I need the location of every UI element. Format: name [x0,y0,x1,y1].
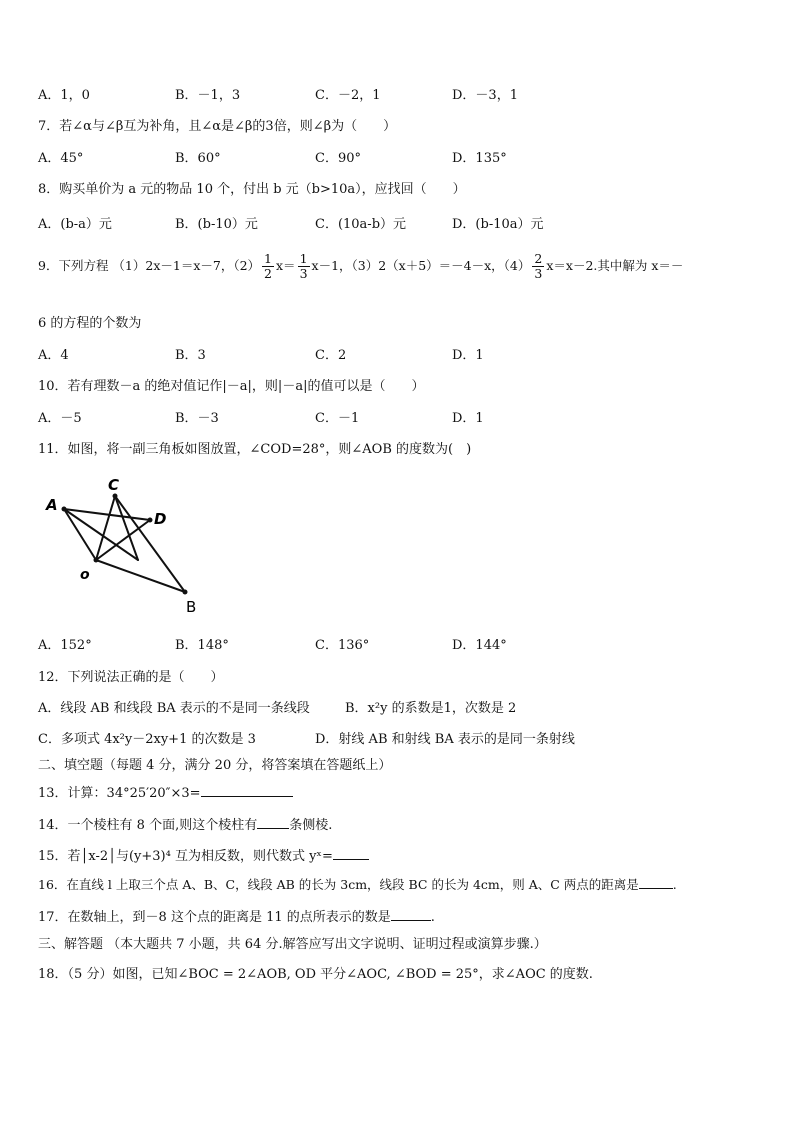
q7-stem: 7．若∠α与∠β互为补角，且∠α是∠β的3倍，则∠β为（ ） [38,119,397,134]
q9-fraction-2-den: 3 [299,266,308,281]
q10-option-c: C．－1 [315,411,360,426]
q13-text: 13．计算：34°25′20″×3= [38,786,201,801]
q11-option-d: D．144° [452,638,507,653]
q12-stem: 12．下列说法正确的是（ ） [38,670,224,685]
q10-option-b: B．－3 [175,411,219,426]
q15 [38,845,369,864]
q14-answer-blank [257,816,289,829]
q6-option-d: D．－3，1 [452,88,518,103]
q10-stem: 10．若有理数－a 的绝对值记作|－a|，则|－a|的值可以是（ ） [38,379,425,394]
q9-option-a: A．4 [38,348,69,363]
segment-ob [96,560,185,592]
q12-option-b: B．x²y 的系数是1，次数是 2 [345,701,517,716]
q9-option-c: C．2 [315,348,347,363]
q17 [38,906,435,925]
q8-option-c: C．(10a-b）元 [315,217,407,232]
point-o [94,558,99,563]
q6-option-a: A．1，0 [38,88,90,103]
q7-option-a: A．45° [38,151,84,166]
q16-text-end: . [672,877,677,892]
q12-option-d: D．射线 AB 和射线 BA 表示的是同一条射线 [315,732,575,747]
q14 [38,814,332,833]
q15-answer-blank [333,847,369,860]
q11-stem: 11．如图，将一副三角板如图放置，∠COD=28°，则∠AOB 的度数为( ) [38,442,472,457]
q8-stem: 8．购买单价为 a 元的物品 10 个，付出 b 元（b>10a），应找回（ ） [38,182,466,197]
point-b [183,590,188,595]
q16-answer-blank [639,876,673,889]
q9-stem [38,252,683,281]
q11-option-b: B．148° [175,638,229,653]
q12-option-c: C．多项式 4x²y－2xy+1 的次数是 3 [38,732,256,747]
segment-oc [96,496,115,560]
q9-part3: x－1，（3）2（x＋5）＝－4－x，（4） [311,258,531,273]
q11-figure [40,472,210,617]
q9-stem-line2: 6 的方程的个数为 [38,316,142,331]
q9-option-b: B．3 [175,348,206,363]
q8-option-a: A．(b-a）元 [38,217,112,232]
q9-fraction-2-num: 1 [299,251,308,266]
q6-option-b: B．－1，3 [175,88,241,103]
segment-od [96,520,150,560]
segment-cb [115,496,185,592]
q13-answer-blank [201,784,293,797]
q18-stem: 18．（5 分）如图，已知∠BOC = 2∠AOB, OD 平分∠AOC, ∠BOD = 25°，求∠AOC 的度数. [38,967,593,982]
q9-fraction-1-num: 1 [264,251,272,266]
segment-ao [64,509,96,560]
point-c [113,494,118,499]
q7-option-d: D．135° [452,151,507,166]
q9-fraction-1-den: 2 [264,266,272,281]
q9-fraction-3-num: 2 [534,251,543,266]
q6-option-c: C．－2，1 [315,88,381,103]
q9-fraction-2 [298,252,310,281]
q14-text-1: 14．一个棱柱有 8 个面,则这个棱柱有 [38,818,258,833]
q16-text: 16．在直线 l 上取三个点 A、B、C，线段 AB 的长为 3cm，线段 BC 的长为 4cm，则 A、C 两点的距离是 [38,877,639,892]
q11-option-a: A．152° [38,638,92,653]
q9-fraction-3-den: 3 [534,266,543,281]
q10-option-d: D．1 [452,411,484,426]
q7-option-b: B．60° [175,151,221,166]
section-3-heading: 三、解答题 （本大题共 7 小题，共 64 分.解答应写出文字说明、证明过程或演算步骤.） [38,937,547,952]
q9-option-d: D．1 [452,348,484,363]
q9-part1: 9．下列方程 （1）2x－1＝x－7，（2） [38,258,261,273]
label-a: A [46,496,58,514]
q7-option-c: C．90° [315,151,361,166]
q8-option-d: D．(b-10a）元 [452,217,544,232]
q9-fraction-3 [532,252,544,281]
q9-part4: x＝x－2.其中解为 x＝－ [546,258,684,273]
q17-text: 17．在数轴上，到－8 这个点的距离是 11 的点所表示的数是 [38,910,391,925]
q15-text: 15．若│x-2│与(y+3)⁴ 互为相反数，则代数式 yˣ= [38,849,333,864]
point-d [148,518,153,523]
q12-option-a: A．线段 AB 和线段 BA 表示的不是同一条线段 [38,701,310,716]
q9-part2: x＝ [276,258,296,273]
label-b: B [186,598,197,616]
q11-option-c: C．136° [315,638,370,653]
section-2-heading: 二、填空题（每题 4 分，满分 20 分，将答案填在答题纸上） [38,758,392,773]
q16 [38,875,677,893]
label-c: C [108,476,120,494]
q10-option-a: A．－5 [38,411,82,426]
q8-option-b: B．(b-10）元 [175,217,258,232]
q13 [38,782,293,801]
segment-c-edge [115,496,138,560]
q17-answer-blank [391,908,431,921]
label-d: D [154,510,167,528]
q14-text-2: 条侧棱. [289,818,333,833]
q9-fraction-1 [262,252,274,281]
point-a [62,507,67,512]
label-o: o [80,567,90,583]
q17-text-end: . [430,910,435,925]
